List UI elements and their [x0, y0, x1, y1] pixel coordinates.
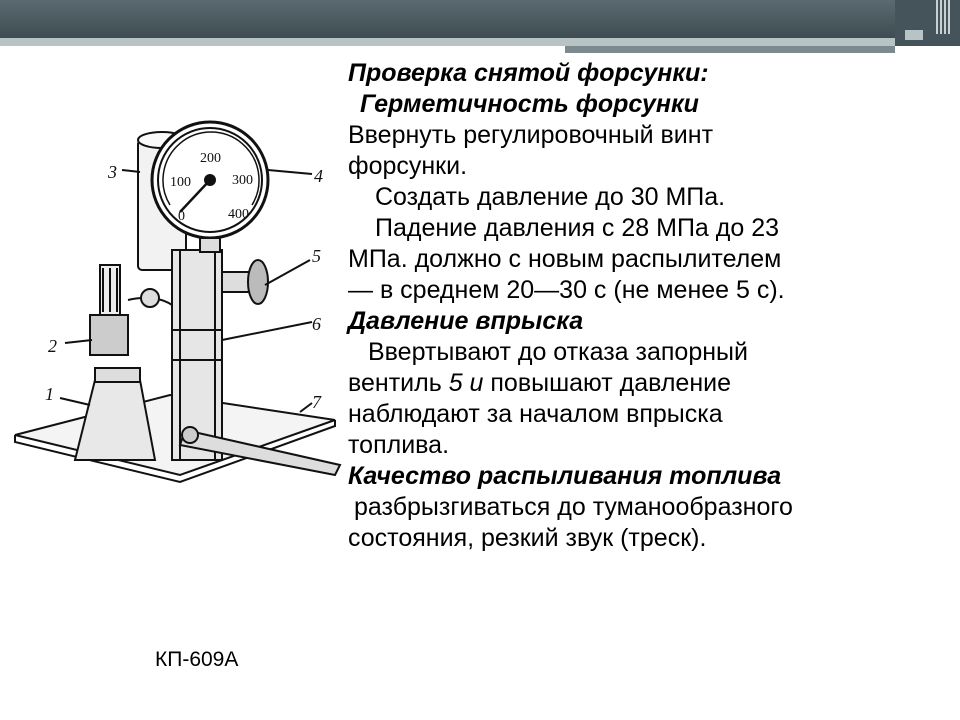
title-bar	[0, 0, 960, 38]
gauge-tick-300: 300	[232, 173, 253, 188]
gauge-tick-400: 400	[228, 207, 249, 222]
nozzle-cap	[95, 368, 140, 382]
text-span: повышают давление	[483, 369, 732, 397]
title-bar-stripe	[0, 38, 960, 46]
model-caption: КП-609А	[155, 648, 239, 671]
callout-2: 2	[48, 336, 57, 356]
check-valve	[141, 289, 159, 307]
text-span: и	[462, 369, 484, 397]
callout-4: 4	[314, 166, 323, 186]
nozzle-nut	[90, 315, 128, 355]
text-line: Падение давления с 28 МПа до 23	[375, 214, 780, 242]
gauge-tick-100: 100	[170, 175, 191, 190]
nozzle-body	[75, 380, 155, 460]
text-line	[348, 368, 923, 399]
corner-stripes	[936, 0, 950, 34]
nozzle-tester-illustration	[0, 100, 345, 520]
valve-number: 5	[448, 369, 463, 397]
section-heading-tightness: Герметичность форсунки	[360, 90, 699, 118]
text-line: Ввернуть регулировочный винт	[348, 121, 714, 149]
gauge-tick-200: 200	[200, 151, 221, 166]
slide-text	[348, 58, 923, 554]
main-heading: Проверка снятой форсунки:	[348, 59, 709, 87]
text-line: топлива.	[348, 431, 450, 459]
text-span: вентиль	[348, 369, 449, 397]
text-line: форсунки.	[348, 152, 468, 180]
callout-7: 7	[312, 392, 321, 412]
text-line: МПа. должно с новым распылителем	[348, 245, 782, 273]
text-line: — в среднем 20—30 с (не менее 5 с).	[348, 276, 785, 304]
callout-3: 3	[108, 162, 117, 182]
text-line: разбрызгиваться до туманообразного	[354, 493, 793, 521]
corner-notch	[905, 30, 923, 40]
text-line: состояния, резкий звук (треск).	[348, 524, 707, 552]
text-line: Ввертывают до отказа запорный	[368, 338, 748, 366]
section-heading-injection: Давление впрыска	[348, 307, 584, 335]
shutoff-valve	[248, 260, 268, 304]
callout-1: 1	[45, 384, 54, 404]
callout-6: 6	[312, 314, 321, 334]
text-line: наблюдают за началом впрыска	[348, 400, 723, 428]
callout-5: 5	[312, 246, 321, 266]
gauge-tick-0: 0	[178, 209, 185, 224]
accent-bar	[565, 46, 895, 53]
section-heading-atomization: Качество распыливания топлива	[348, 462, 782, 490]
text-line: Создать давление до 30 МПа.	[375, 183, 726, 211]
